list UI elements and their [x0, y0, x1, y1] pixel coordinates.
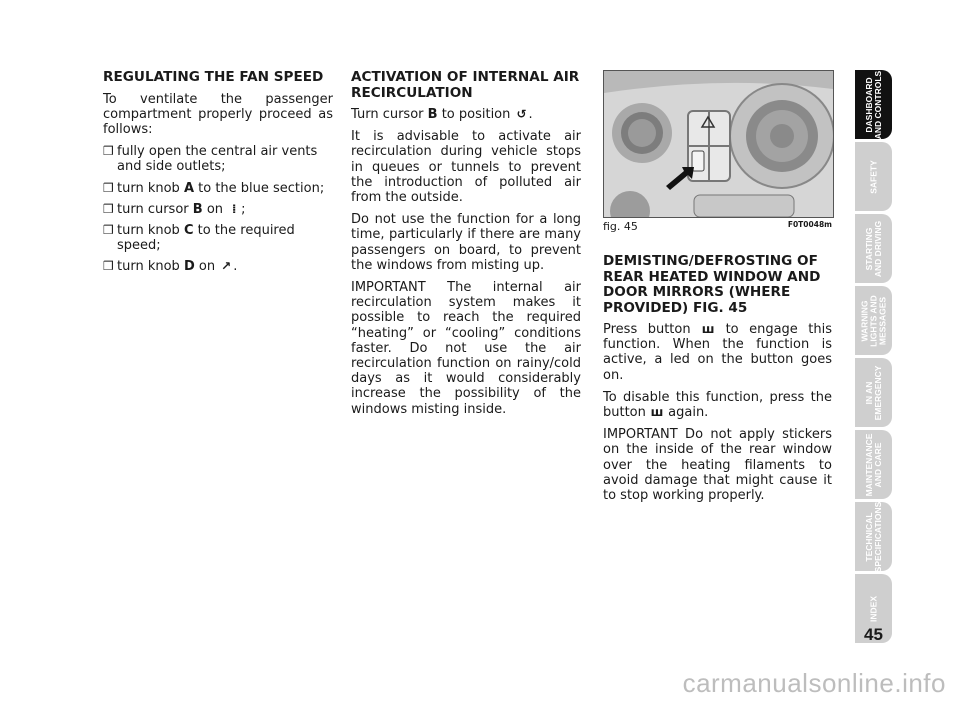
- knob-label: D: [183, 259, 195, 275]
- item-text: fully open the central air vents and side outlets;: [117, 144, 318, 175]
- tab-in-an-emergency[interactable]: IN AN EMERGENCY: [855, 358, 892, 427]
- checkbox-bullet-icon: ❒: [103, 222, 114, 237]
- list-item: ❒ turn cursor B on ⁞ ;: [103, 201, 246, 217]
- tab-starting-and-driving[interactable]: STARTING AND DRIVING: [855, 214, 892, 283]
- recirculation-heading: ACTIVATION OF INTERNAL AIR RECIRCULATION: [351, 69, 580, 101]
- watermark: carmanualsonline.info: [682, 668, 946, 698]
- defrost-heading: DEMISTING/DEFROSTING OF REAR HEATED WINDOW AND DOOR MIRRORS (WHERE PROVIDED) FIG. 45: [603, 253, 821, 316]
- defrost-disable: To disable this function, press the button ꟺ again.: [603, 389, 832, 421]
- list-item: ❒ turn knob D on ↗ .: [103, 259, 238, 275]
- tab-technical-specifications[interactable]: TECHNICAL SPECIFICATIONS: [855, 502, 892, 571]
- knob-label: C: [183, 222, 194, 238]
- fan-speed-section: [103, 70, 333, 281]
- recirculation-important: IMPORTANT The internal air recirculation system makes it possible to reach the required “heating” or “cooling” conditions faster. Do not use the air recirculation function on rainy/cold days as it would considerably increase the possibility of the windows misting inside.: [351, 280, 581, 417]
- checkbox-bullet-icon: ❒: [103, 180, 114, 195]
- face-vent-icon: ↗: [221, 259, 232, 274]
- dashboard-photo: [603, 70, 834, 218]
- checkbox-bullet-icon: ❒: [103, 201, 114, 216]
- checkbox-bullet-icon: ❒: [103, 144, 114, 159]
- rear-defrost-icon: ꟺ: [650, 405, 664, 420]
- checkbox-bullet-icon: ❒: [103, 259, 114, 274]
- list-item: [103, 144, 333, 174]
- tab-safety[interactable]: SAFETY: [855, 142, 892, 211]
- figure-label: fig. 45: [603, 220, 638, 233]
- tab-dashboard-and-controls[interactable]: DASHBOARD AND CONTROLS: [855, 70, 892, 139]
- list-item: ❒ turn knob C to the required speed;: [103, 222, 295, 254]
- recirculation-advice: It is advisable to activate air recirculation during vehicle stops in queues or tunnels to prevent the introduction of polluted air from the outside.: [351, 129, 581, 206]
- tab-maintenance-and-care[interactable]: MAINTENANCE AND CARE: [855, 430, 892, 499]
- dashboard-illustration: [604, 71, 833, 217]
- recirculation-warning: Do not use the function for a long time, particularly if there are many passengers on board, to prevent the windows from misting up.: [351, 212, 581, 273]
- page-number: 45: [864, 625, 883, 644]
- recirculation-icon: ↺: [516, 107, 527, 121]
- rear-defrost-icon: ꟺ: [701, 322, 715, 336]
- defrost-important: IMPORTANT Do not apply stickers on the inside of the rear window over the heating filaments to avoid damage that might cause it to stop working properly.: [603, 427, 832, 504]
- cursor-label: B: [427, 107, 438, 122]
- knob-label: A: [183, 180, 194, 196]
- defrost-instruction: Press button ꟺ to engage this function. When the function is active, a led on the button goes on.: [603, 322, 833, 383]
- recirculation-section: [351, 70, 581, 424]
- recirculation-instruction: Turn cursor B to position ↺ .: [351, 107, 533, 122]
- tab-warning-lights[interactable]: WARNING LIGHTS AND MESSAGES: [855, 286, 892, 355]
- list-item: ❒ turn knob A to the blue section;: [103, 180, 325, 196]
- figure-code: F0T0048m: [787, 220, 832, 229]
- chapter-tabs: [855, 70, 892, 646]
- ventilation-icon: ⁞: [231, 201, 237, 216]
- cursor-label: B: [192, 201, 203, 217]
- defrost-section: [603, 254, 832, 510]
- fan-speed-heading: REGULATING THE FAN SPEED: [103, 69, 324, 85]
- tab-index[interactable]: INDEX: [855, 574, 892, 643]
- figure-caption: [603, 220, 832, 233]
- fan-speed-intro: To ventilate the passenger compartment properly proceed as follows:: [103, 91, 333, 137]
